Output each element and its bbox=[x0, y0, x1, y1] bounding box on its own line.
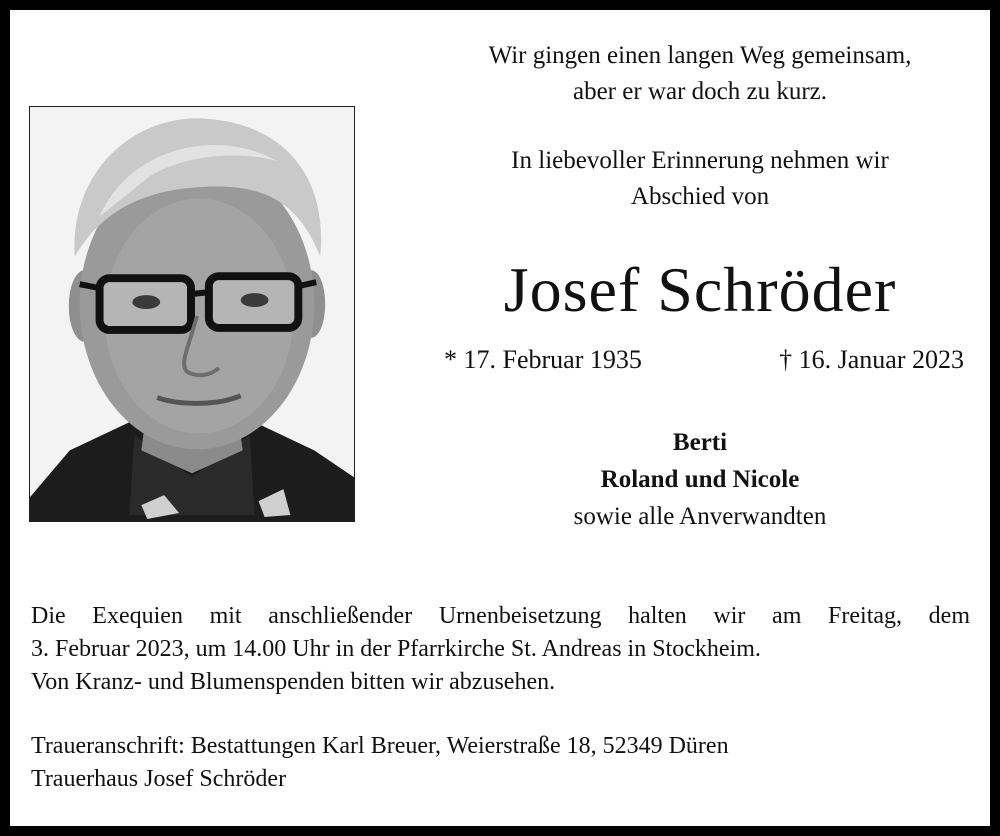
intro-line-1: In liebevoller Erinnerung nehmen wir bbox=[511, 147, 889, 174]
verse bbox=[410, 38, 990, 110]
mourner-line-3: sowie alle Anverwandten bbox=[573, 503, 827, 530]
service-line-3: Von Kranz- und Blumenspenden bitten wir abzusehen. bbox=[31, 669, 556, 695]
intro bbox=[410, 143, 990, 215]
deceased-name: Josef Schröder bbox=[503, 254, 897, 325]
contact-address bbox=[31, 730, 971, 796]
death-date: † 16. Januar 2023 bbox=[779, 345, 964, 374]
verse-line-1: Wir gingen einen langen Weg gemeinsam, bbox=[488, 42, 912, 69]
mourner-line-2: Roland und Nicole bbox=[600, 466, 800, 493]
intro-line-2: Abschied von bbox=[630, 183, 770, 210]
mourner-line-1: Berti bbox=[672, 429, 728, 456]
service-details bbox=[31, 600, 970, 699]
verse-line-2: aber er war doch zu kurz. bbox=[572, 78, 828, 105]
portrait-photo bbox=[29, 106, 355, 522]
service-line-1: Die Exequien mit anschließender Urnenbeisetzung halten wir am Freitag, dem bbox=[31, 603, 970, 629]
address-line-2: Trauerhaus Josef Schröder bbox=[31, 766, 287, 792]
address-line-1: Traueranschrift: Bestattungen Karl Breuer, Weierstraße 18, 52349 Düren bbox=[31, 733, 729, 759]
service-line-2: 3. Februar 2023, um 14.00 Uhr in der Pfarrkirche St. Andreas in Stockheim. bbox=[31, 636, 761, 662]
obituary-notice bbox=[10, 10, 990, 826]
birth-date: * 17. Februar 1935 bbox=[444, 345, 642, 374]
mourners bbox=[410, 424, 990, 535]
portrait-illustration bbox=[30, 107, 354, 521]
